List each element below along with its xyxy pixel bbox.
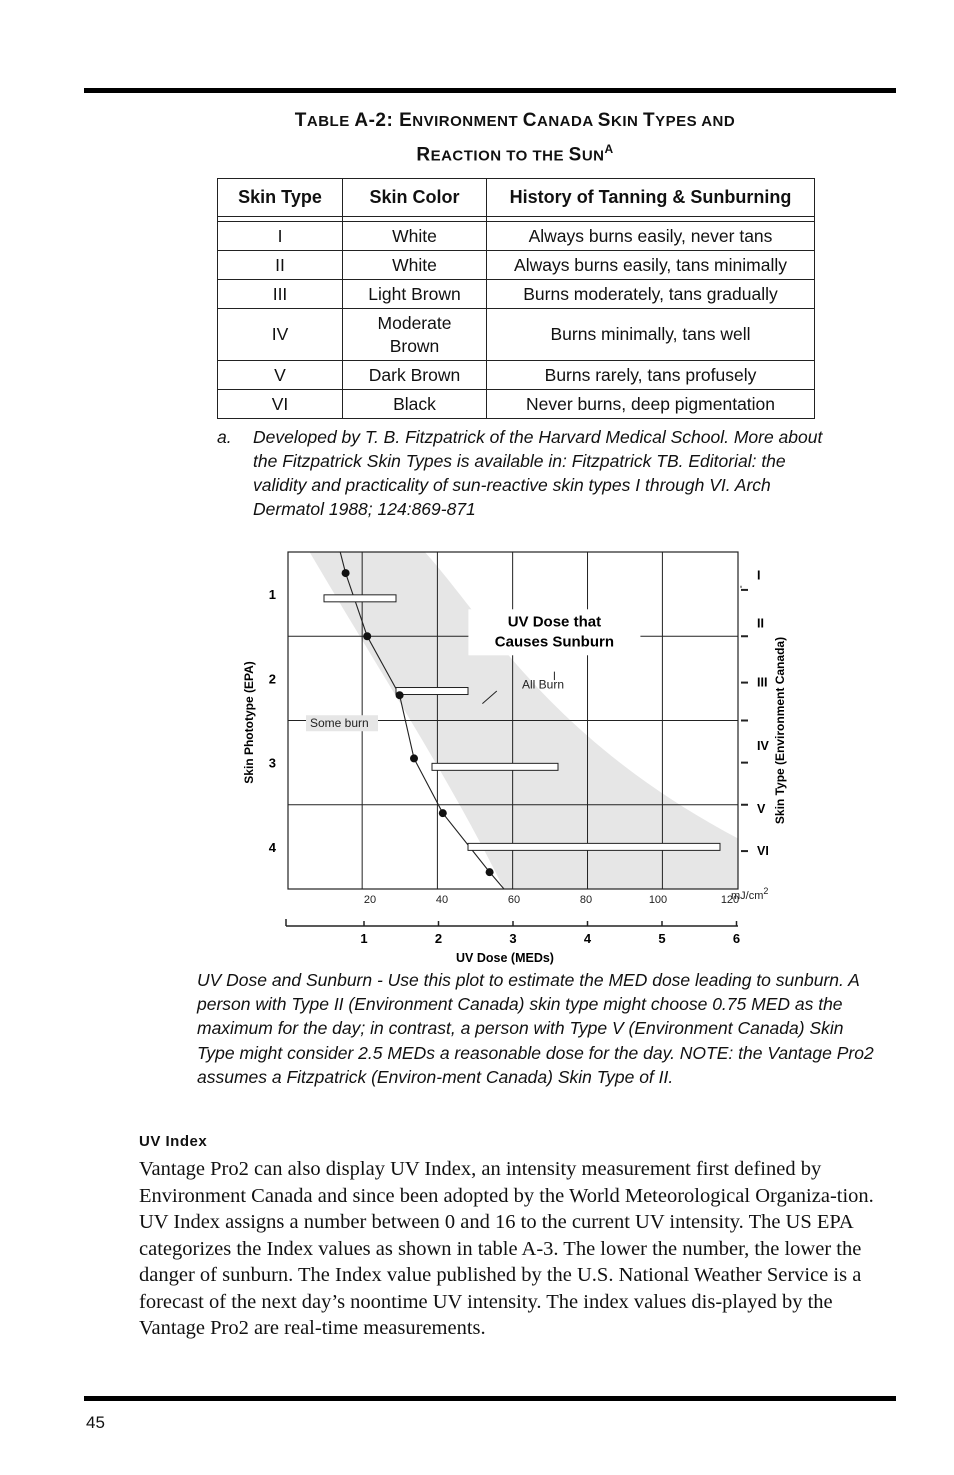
annotation-all-burn: All Burn xyxy=(522,677,565,692)
x-tick-med: 6 xyxy=(732,931,741,946)
cell: VI xyxy=(218,390,343,419)
header-history: History of Tanning & Sunburning xyxy=(487,179,815,217)
y-tick-right: VI xyxy=(757,844,769,859)
x-axis-label: UV Dose (MEDs) xyxy=(456,951,554,965)
y-axis-label-left: Skin Phototype (EPA) xyxy=(242,661,256,784)
cell: White xyxy=(343,222,487,251)
x-tick-med: 3 xyxy=(509,931,517,946)
cell: II xyxy=(218,251,343,280)
top-rule xyxy=(84,88,896,93)
table-title: TABLE A-2: ENVIRONMENT CANADA SKIN TYPES AND xyxy=(294,110,736,131)
data-point xyxy=(439,809,447,817)
table-row xyxy=(218,390,815,419)
cell: Burns rarely, tans profusely xyxy=(487,361,815,390)
section-title: UV Index xyxy=(139,1133,208,1150)
cell: Moderate Brown xyxy=(343,309,487,361)
y-tick-right: III xyxy=(757,675,768,690)
cell: Burns minimally, tans well xyxy=(487,309,815,361)
data-point xyxy=(363,632,371,640)
y-tick-left: 1 xyxy=(268,587,276,603)
cell: V xyxy=(218,361,343,390)
footnote-text: Developed by T. B. Fitzpatrick of the Harvard Medical School. More about the Fitzpatrick Skin Types is available in: Fitzpatrick TB. Editorial: the validity and practicality of sun-reactive skin types I through VI. Arch Dermatol 1988; 124:869-871 xyxy=(253,427,823,519)
y-tick-right: IV xyxy=(757,738,769,753)
annotation-some-burn: Some burn xyxy=(310,716,369,731)
chart-title-line: Causes Sunburn xyxy=(494,633,614,651)
table-row xyxy=(218,309,815,361)
chart-caption: UV Dose and Sunburn - Use this plot to estimate the MED dose leading to sunburn. A person with Type II (Environment Canada) skin type might choose 0.75 MED as the maximum for the day; in contrast, a person with Type V (Environment Canada) Skin Type might consider 2.5 MEDs a reasonable dose for the day. NOTE: the Vantage Pro2 assumes a Fitzpatrick (Environ-ment Canada) Skin Type of II. xyxy=(197,970,874,1087)
data-point xyxy=(486,868,494,876)
y-tick-right: II xyxy=(757,616,764,631)
y-tick-left: 2 xyxy=(268,671,276,687)
x-tick-med: 5 xyxy=(658,931,666,946)
x-tick-mj: 20 xyxy=(363,894,377,906)
cell: Always burns easily, never tans xyxy=(487,222,815,251)
header-skin-color: Skin Color xyxy=(343,179,487,217)
table-row xyxy=(218,251,815,280)
table-footnote xyxy=(217,425,827,521)
header-skin-type: Skin Type xyxy=(218,179,343,217)
cell: Light Brown xyxy=(343,280,487,309)
x-unit-label: $mJ/cm^2$ xyxy=(731,886,769,902)
table-header-row xyxy=(218,179,815,217)
cell: III xyxy=(218,280,343,309)
y-tick-right: I xyxy=(757,568,761,583)
data-point xyxy=(410,754,418,762)
uv-dose-chart xyxy=(230,545,800,970)
dose-range-bar xyxy=(324,595,396,602)
cell: White xyxy=(343,251,487,280)
x-tick-mj: 40 xyxy=(435,894,449,906)
cell: Always burns easily, tans minimally xyxy=(487,251,815,280)
footnote-mark: a. xyxy=(217,427,232,447)
cell: Black xyxy=(343,390,487,419)
dose-range-bar xyxy=(396,688,468,695)
x-tick-mj: 120 xyxy=(720,894,740,906)
y-tick-left: 3 xyxy=(268,755,276,771)
dose-range-bar xyxy=(432,763,558,770)
x-tick-med: 4 xyxy=(583,931,592,946)
x-tick-med: 1 xyxy=(360,931,368,946)
page-number: 45 xyxy=(86,1413,105,1432)
data-point xyxy=(396,691,404,699)
cell: I xyxy=(218,222,343,251)
cell: Dark Brown xyxy=(343,361,487,390)
body-text: Vantage Pro2 can also display UV Index, an intensity measurement first defined by Environment Canada and since been adopted by the World Meteorological Organiza-tion. UV Index assigns a number between 0 and 16 to the current UV intensity. The US EPA categorizes the Index values as shown in table A-3. The lower the number, the lower the danger of sunburn. The Index value published by the U.S. National Weather Service is a forecast of the next day’s noontime UV intensity. The index values dis-played by the Vantage Pro2 are real-time measurements. xyxy=(139,1158,874,1339)
table-title-line2: REACTION TO THE $SUN^A$ xyxy=(416,142,614,166)
cell: Never burns, deep pigmentation xyxy=(487,390,815,419)
bottom-rule xyxy=(84,1396,896,1401)
table-row xyxy=(218,222,815,251)
y-tick-left: 4 xyxy=(268,839,276,855)
chart-title-line: UV Dose that xyxy=(507,613,602,631)
x-tick-mj: 100 xyxy=(648,894,668,906)
dose-range-bar xyxy=(468,843,720,850)
cell: IV xyxy=(218,309,343,361)
x-tick-mj: 60 xyxy=(507,894,521,906)
data-point xyxy=(342,569,350,577)
y-tick-right: V xyxy=(757,801,766,816)
x-tick-med: 2 xyxy=(434,931,443,946)
table-row xyxy=(218,280,815,309)
skin-type-table xyxy=(217,178,815,419)
x-tick-mj: 80 xyxy=(579,894,593,906)
y-axis-label-right: Skin Type (Environment Canada) xyxy=(773,636,787,825)
cell: Burns moderately, tans gradually xyxy=(487,280,815,309)
table-row xyxy=(218,361,815,390)
